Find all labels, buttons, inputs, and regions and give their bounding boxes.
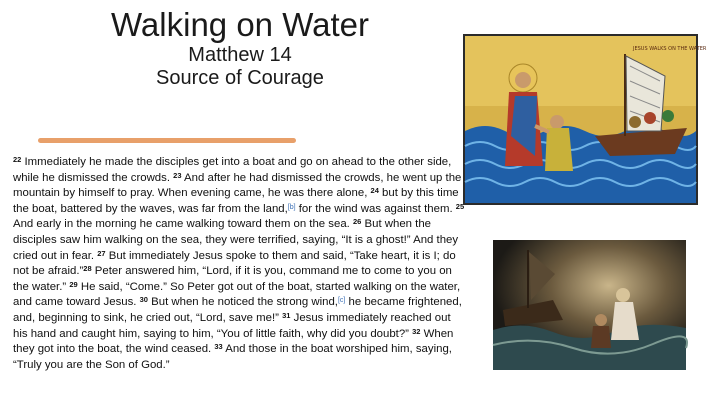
verse-text: Peter answered him, “Lord, if it is you, command me to come to you on the water.” bbox=[13, 265, 452, 293]
verse-number: 27 bbox=[97, 248, 106, 258]
verse-text: And after he had dismissed the crowds, he went up the mountain by himself to pray. When evening came, he was there alone, bbox=[13, 171, 462, 200]
verse-text: Jesus immediately reached out his hand and caught him, saying to him, “You of little faith, why did you doubt?” bbox=[13, 311, 451, 340]
verse-text: Immediately he made the disciples get into a boat and go on ahead to the other side, while he dismissed the crowds. bbox=[13, 156, 452, 184]
verse-number: 22 bbox=[13, 155, 22, 164]
verse-number: 30 bbox=[139, 295, 148, 305]
scripture-passage bbox=[13, 155, 468, 373]
footnote-link[interactable]: [b] bbox=[287, 203, 296, 211]
title-block bbox=[70, 6, 410, 90]
verse-text: he became frightened, and, beginning to sink, he cried out, “Lord, save me!” bbox=[13, 296, 462, 324]
verse-text: for the wind was against them. bbox=[295, 202, 456, 215]
peter-sinking-painting bbox=[493, 240, 686, 370]
slide-subtitle-reference: Matthew 14 bbox=[188, 44, 292, 66]
slide-subtitle-theme: Source of Courage bbox=[156, 67, 324, 89]
slide-title: Walking on Water bbox=[111, 6, 369, 43]
jesus-walking-on-water-icon bbox=[463, 34, 707, 205]
verse-number: 24 bbox=[370, 186, 379, 196]
verse-number: 26 bbox=[353, 217, 362, 227]
verse-number: 31 bbox=[282, 310, 291, 320]
verse-text: But when the disciples saw him walking on the sea, they were terrified, saying, “It is a ghost!” And they cried out in fear. bbox=[13, 218, 459, 262]
icon-caption: JESUS WALKS ON THE WATER bbox=[633, 46, 707, 52]
verse-text: but by this time the boat, battered by the waves, was far from the land, bbox=[13, 187, 459, 215]
brush-divider bbox=[38, 138, 296, 143]
verse-text: He said, “Come.” So Peter got out of the boat, started walking on the water, and came toward Jesus. bbox=[13, 280, 461, 309]
verse-number: 32 bbox=[412, 326, 421, 336]
verse-text: And those in the boat worshiped him, saying, “Truly you are the Son of God.” bbox=[13, 343, 452, 371]
verse-number: 29 bbox=[69, 279, 78, 289]
verse-number: 25 bbox=[455, 201, 465, 211]
verse-number: 33 bbox=[214, 342, 223, 352]
verse-number: 23 bbox=[173, 170, 182, 180]
verse-text: But immediately Jesus spoke to them and said, “Take heart, it is I; do not be afraid.” bbox=[13, 249, 456, 278]
verse-text: When they got into the boat, the wind ceased. bbox=[13, 327, 454, 356]
verse-text: And early in the morning he came walking toward them on the sea. bbox=[13, 218, 354, 231]
verse-text: But when he noticed the strong wind, bbox=[147, 296, 338, 309]
verse-number: 28 bbox=[83, 264, 92, 274]
footnote-link[interactable]: [c] bbox=[337, 297, 346, 305]
